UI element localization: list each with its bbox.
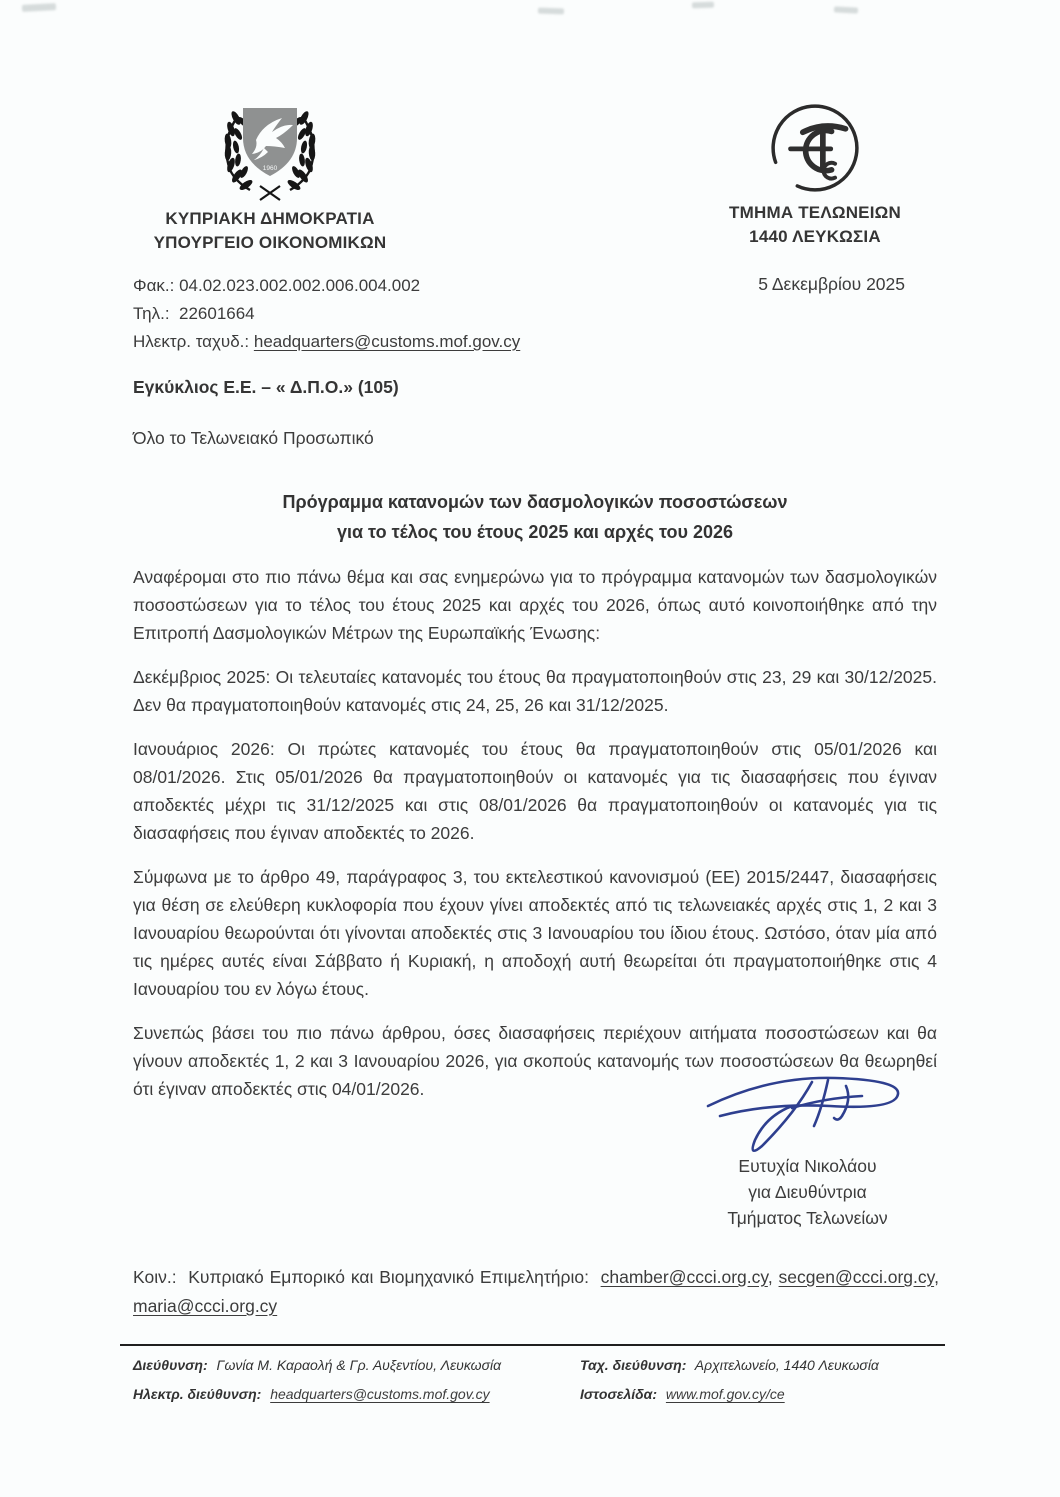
email-line [133,328,520,356]
footer-postal-label: Ταχ. διεύθυνση: [580,1357,687,1373]
cc-organization: Κυπριακό Εμπορικό και Βιομηχανικό Επιμελητήριο: [188,1267,589,1287]
footer [133,1357,945,1415]
footer-website [580,1386,785,1402]
letter-body [133,563,937,1119]
footer-website-label: Ιστοσελίδα: [580,1386,658,1402]
scan-smudge [692,2,714,9]
cc-label: Κοιν.: [133,1267,177,1287]
body-paragraph: Συνεπώς βάσει του πιο πάνω άρθρου, όσες διασαφήσεις περιέχουν αιτήματα ποσοστώσεων και θα γίνουν αποδεκτές 1, 2 και 3 Ιανουαρίου 2026, για σκοπούς κατανομής των ποσοστώσεων θα θεωρηθεί ότι έγιναν αποδεκτές στις 04/01/2026. [133,1023,937,1099]
sender-header [140,96,400,255]
signatory-department: Τμήματος Τελωνείων [727,1208,888,1228]
handwritten-signature [700,1068,910,1160]
svg-text:1960: 1960 [262,165,278,172]
footer-postal-value: Αρχιτελωνείο, 1440 Λευκωσία [694,1357,879,1373]
republic-name: ΚΥΠΡΙΑΚΗ ΔΗΜΟΚΡΑΤΙΑ [165,209,375,228]
letter-title-line1: Πρόγραμμα κατανομών των δασμολογικών ποσοστώσεων [282,492,788,512]
reference-block [133,272,520,356]
department-header [700,100,930,249]
file-ref-line [133,272,520,300]
cc-separator: , [767,1267,773,1287]
body-paragraph: Αναφέρομαι στο πιο πάνω θέμα και σας ενημερώνω για το πρόγραμμα κατανομών των δασμολογικών ποσοστώσεων για το τέλος του έτους 2025 και αρχές του 2026, όπως αυτό κοινοποιήθηκε από την Επιτροπή Δασμολογικών Μέτρων της Ευρωπαϊκής Ένωσης: [133,567,937,643]
scan-smudge [22,3,56,12]
signatory-block [655,1153,960,1231]
footer-email [133,1386,580,1402]
file-ref-value: 04.02.023.002.002.006.004.002 [179,276,421,295]
body-paragraph: Δεκέμβριος 2025: Οι τελευταίες κατανομές του έτους θα πραγματοποιηθούν στις 23, 29 και 30/12/2025. Δεν θα πραγματοποιηθούν κατανομές στις 24, 25, 26 και 31/12/2025. [133,667,937,715]
ministry-name: ΥΠΟΥΡΓΕΙΟ ΟΙΚΟΝΟΜΙΚΩΝ [153,233,387,252]
signatory-role: για Διευθύντρια [748,1182,867,1202]
cc-email-link[interactable]: chamber@ccci.org.cy [600,1267,768,1287]
footer-address-label: Διεύθυνση: [133,1357,208,1373]
phone-label: Τηλ.: [133,304,170,323]
cc-email-link[interactable]: maria@ccci.org.cy [133,1296,278,1316]
footer-address [133,1357,580,1373]
scan-smudge [538,8,564,15]
department-name: ΤΜΗΜΑ ΤΕΛΩΝΕΙΩΝ [729,203,901,222]
footer-email-label: Ηλεκτρ. διεύθυνση: [133,1386,262,1402]
email-label: Ηλεκτρ. ταχυδ.: [133,332,250,351]
signatory-name: Ευτυχία Νικολάου [738,1156,877,1176]
customs-department-logo-icon [767,100,863,196]
footer-address-value: Γωνία Μ. Καραολή & Γρ. Αυξεντίου, Λευκωσία [216,1357,502,1373]
footer-website-link[interactable]: www.mof.gov.cy/ce [665,1386,785,1402]
scan-smudge [834,6,858,13]
cc-email-link[interactable]: secgen@ccci.org.cy [778,1267,935,1287]
department-city: 1440 ΛΕΥΚΩΣΙΑ [749,227,881,246]
cyprus-coat-of-arms-icon [194,96,346,202]
sender-email-link[interactable]: headquarters@customs.mof.gov.cy [253,332,521,351]
footer-email-link[interactable]: headquarters@customs.mof.gov.cy [270,1386,490,1402]
phone-value: 22601664 [179,304,255,323]
cc-separator: , [934,1267,939,1287]
body-paragraph: Ιανουάριος 2026: Οι πρώτες κατανομές του έτους θα πραγματοποιηθούν στις 05/01/2026 και 08/01/2026. Στις 05/01/2026 θα πραγματοποιηθούν οι κατανομές για τις διασαφήσεις που έγιναν αποδεκτές μέχρι τις 31/12/2025 και στις 08/01/2026 θα πραγματοποιηθούν οι κατανομές για τις διασαφήσεις που έγιναν αποδεκτές το 2026. [133,739,937,843]
letter-date: 5 Δεκεμβρίου 2025 [758,274,905,294]
body-paragraph: Σύμφωνα με το άρθρο 49, παράγραφος 3, του εκτελεστικού κανονισμού (ΕΕ) 2015/2447, διασαφήσεις για θέση σε ελεύθερη κυκλοφορία που έχουν γίνει αποδεκτές από τις τελωνειακές αρχές στις 1, 2 και 3 Ιανουαρίου θεωρούνται ότι γίνονται αποδεκτές στις 3 Ιανουαρίου του ίδιου έτους. Ωστόσο, όταν μία από τις ημέρες αυτές είναι Σάββατο ή Κυριακή, η αποδοχή αυτή θεωρείται ότι πραγματοποιήθηκε στις 4 Ιανουαρίου του εν λόγω έτους. [133,867,937,999]
recipient-line: Όλο το Τελωνειακό Προσωπικό [133,428,374,448]
phone-line [133,300,520,328]
circular-reference: Εγκύκλιος Ε.Ε. – « Δ.Π.Ο.» (105) [133,377,399,397]
letter-title [133,487,937,547]
letter-title-line2: για το τέλος του έτους 2025 και αρχές του 2026 [336,522,734,542]
cc-line [133,1263,939,1321]
footer-divider [120,1344,945,1346]
file-ref-label: Φακ.: [133,276,175,295]
footer-postal [580,1357,879,1373]
